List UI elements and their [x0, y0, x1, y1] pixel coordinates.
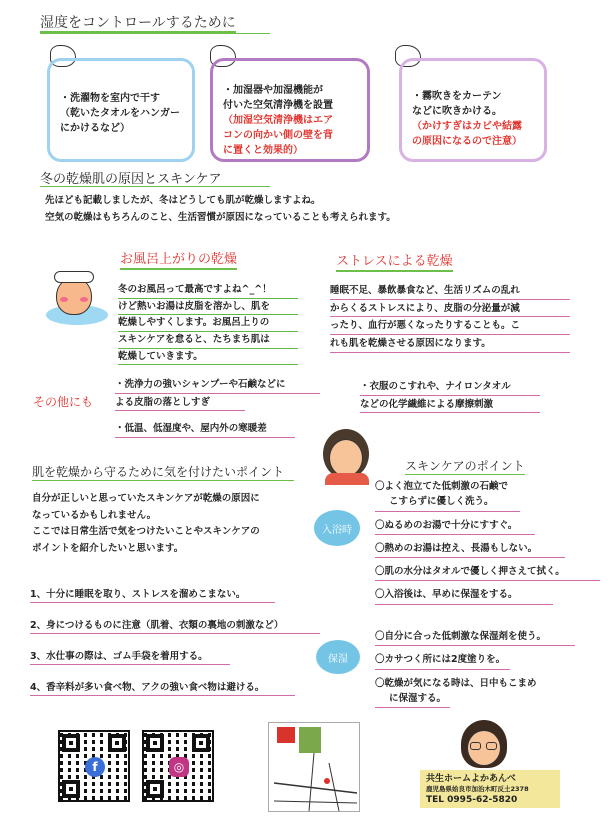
tip2-line-1: 付いた空気清浄機を設置 [223, 100, 333, 111]
skin-item: 〇よく泡立てた低刺激の石鹸で [375, 481, 509, 492]
stress-section [330, 250, 570, 353]
protect-intro [32, 491, 302, 558]
intro-line: 空気の乾燥はもちろんのこと、生活習慣が原因になっていることも考えられます。 [45, 212, 396, 224]
stress-heading: ストレスによる乾燥 [336, 250, 453, 272]
other-label: その他にも [33, 395, 94, 409]
protect-line: 自分が正しいと思っていたスキンケアが乾燥の原因に [32, 493, 260, 504]
bath-items [375, 480, 600, 612]
tip-card-3 [399, 58, 547, 162]
protect-heading [32, 463, 284, 480]
facebook-icon: f [85, 757, 105, 777]
title-underline-2 [40, 33, 270, 34]
skin-item: 〇カサつく所には2度塗りを。 [375, 653, 510, 669]
facility-name: 共生ホームよかあんべ [426, 774, 516, 784]
section-title-text: 冬の乾燥肌の原因とスキンケア [40, 172, 222, 187]
point-item: 3、水仕事の際は、ゴム手袋を着用する。 [30, 648, 230, 665]
skin-item: 〇自分に合った低刺激な保湿剤を使う。 [375, 630, 575, 646]
skin-item: 〇乾燥が気になる時は、日中もこまめ [375, 677, 537, 689]
protect-line: ポイントを紹介したいと思います。 [32, 542, 184, 554]
other-left [115, 376, 320, 411]
instagram-qr-code[interactable] [142, 730, 214, 802]
stress-line: ったり、血行が悪くなったりすることも。こ [330, 317, 570, 335]
bath-line: 乾燥しやすくします。お風呂上りの [118, 315, 298, 332]
other-line: ・衣服のこすれや、ナイロンタオル [360, 378, 540, 396]
protect-line: なっているかもしれません。 [32, 509, 157, 521]
other-line: などの化学繊維による摩擦刺激 [360, 396, 540, 414]
protect-heading-text: 肌を乾燥から守るために気を付けたいポイント [32, 465, 285, 479]
bath-section [118, 248, 298, 365]
tip2-note-0: （加湿空気清浄機はエア [223, 115, 333, 126]
point-item: 4、香辛料が多い食べ物、アクの強い食べ物は避ける。 [30, 679, 295, 696]
staff-illustration [455, 720, 515, 772]
intro-line: 先ほども記載しましたが、冬はどうしても肌が乾燥しますよね。 [45, 195, 321, 206]
skin-item: に保湿する。 [375, 692, 450, 708]
facebook-qr-code[interactable] [58, 730, 130, 802]
stress-lines [330, 282, 570, 353]
tip1-line-1: （乾いたタオルをハンガー [60, 108, 180, 119]
section-underline [40, 186, 270, 187]
stress-line: からくるストレスにより、皮脂の分泌量が減 [330, 300, 570, 318]
bath-illustration [38, 265, 110, 337]
other-left2 [115, 420, 295, 438]
point-item: 1、十分に睡眠を取り、ストレスを溜めこまない。 [30, 586, 275, 603]
tip3-note-0: （かけすぎはカビや結露 [412, 121, 522, 132]
section-intro [45, 192, 565, 226]
other-line: ・洗浄力の強いシャンプーや石鹸などに [115, 376, 320, 394]
skin-item: 〇入浴後は、早めに保湿をする。 [375, 588, 553, 604]
section-title [40, 168, 222, 187]
map-drawing [269, 723, 361, 813]
tip-card-2 [210, 58, 370, 162]
stress-line: 睡眠不足、暴飲暴食など、生活リズムの乱れ [330, 282, 570, 300]
stress-line: れも肌を乾燥させる原因になります。 [330, 335, 570, 353]
skin-item: 〇肌の水分はタオルで優しく押さえて拭く。 [375, 565, 600, 581]
protect-line: ここでは日常生活で気をつけたいことやスキンケアの [32, 526, 260, 538]
access-map [268, 722, 360, 812]
protect-points [30, 586, 320, 710]
moisture-badge: 保湿 [316, 640, 360, 674]
bath-line: スキンケアを怠ると、たちまち肌は [118, 332, 298, 349]
point-item: 2、身につけるものに注意（肌着、衣類の裏地の刺激など） [30, 617, 320, 634]
skin-item: 〇ぬるめのお湯で十分にすすぐ。 [375, 519, 535, 535]
skin-item: こすらずに優しく洗う。 [375, 495, 520, 511]
tip2-note-2: に置くと効果的） [223, 145, 303, 156]
other-right [360, 378, 540, 413]
skincare-heading-text: スキンケアのポイント [405, 459, 525, 473]
other-line: ・低温、低湿度や、屋内外の寒暖差 [115, 420, 295, 438]
protect-underline [32, 480, 294, 481]
bath-time-badge: 入浴時 [314, 510, 360, 546]
tip2-note-1: コンの向かい側の壁を背 [223, 130, 333, 141]
woman-illustration [315, 425, 375, 485]
bath-line: 乾燥していきます。 [118, 349, 298, 366]
tip1-line-2: にかけるなど） [60, 123, 130, 134]
facility-address: 鹿児島県姶良市加治木町反土2378 [426, 785, 529, 794]
skincare-heading [405, 457, 525, 475]
page-title-text: 湿度をコントロールするために [40, 15, 236, 31]
bath-line: 冬のお風呂って最高ですよね^_^！ [118, 282, 298, 299]
tip1-line-0: ・洗濯物を室内で干す [60, 93, 160, 104]
bath-line: けど熱いお湯は皮脂を溶かし、肌を [118, 299, 298, 316]
instagram-icon: ◎ [169, 757, 189, 777]
bath-heading: お風呂上がりの乾燥 [120, 248, 237, 270]
skin-item: 〇熱めのお湯は控え、長湯もしない。 [375, 542, 565, 558]
tip-card-1 [47, 58, 195, 162]
contact-box [420, 770, 560, 808]
other-line: よる皮脂の落としすぎ [115, 394, 245, 412]
bath-lines [118, 282, 298, 365]
tip3-line-0: ・霧吹きをカーテン [412, 91, 502, 102]
page-title [40, 12, 236, 32]
moist-items [375, 630, 595, 715]
tip3-line-1: などに吹きかける。 [412, 106, 502, 117]
facility-tel[interactable]: TEL 0995-62-5820 [426, 794, 518, 805]
tip2-line-0: ・加湿器や加湿機能が [223, 85, 323, 96]
tip3-note-1: の原因になるので注意） [412, 136, 522, 147]
